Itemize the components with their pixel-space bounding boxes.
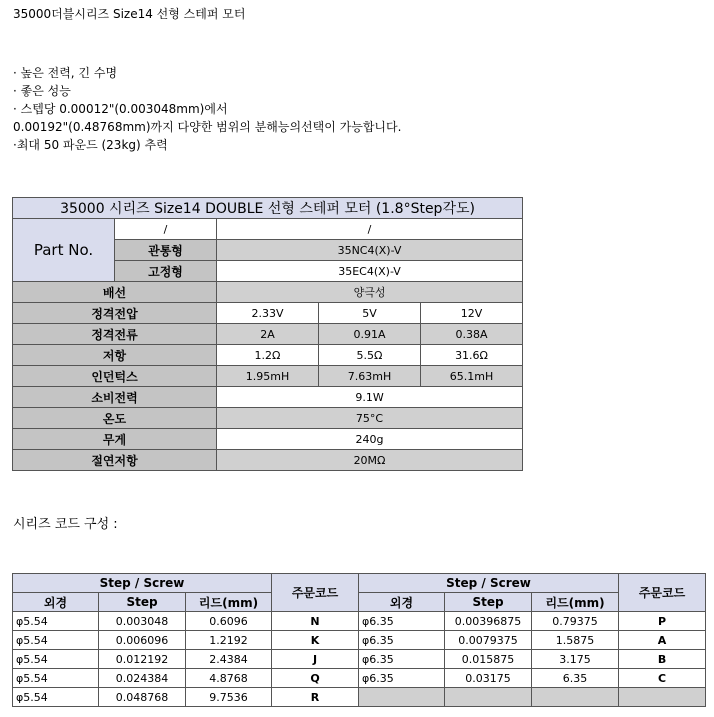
table-row [13, 631, 706, 650]
spec-value: 240g [217, 429, 523, 450]
lead-cell: 6.35 [532, 669, 619, 688]
lead-cell: 4.8768 [186, 669, 272, 688]
through-type-label: 관통형 [115, 240, 217, 261]
step-cell: 0.003048 [99, 612, 186, 631]
feature-item: ·최대 50 파운드 (23kg) 추력 [13, 138, 168, 152]
fixed-type-value: 35EC4(X)-V [217, 261, 523, 282]
spec-value: 1.2Ω [217, 345, 319, 366]
lead-cell: 2.4384 [186, 650, 272, 669]
empty-cell [445, 688, 532, 707]
spec-label: 온도 [13, 408, 217, 429]
order-code-table [12, 573, 706, 707]
lead-cell: 3.175 [532, 650, 619, 669]
table-row [13, 198, 523, 219]
spec-value: 31.6Ω [421, 345, 523, 366]
spec-value: 12V [421, 303, 523, 324]
step-cell: 0.015875 [445, 650, 532, 669]
spec-value: 2A [217, 324, 319, 345]
step-cell: 0.048768 [99, 688, 186, 707]
table-row [13, 688, 706, 707]
spec-label: 저항 [13, 345, 217, 366]
table-row [13, 650, 706, 669]
part-no-label: Part No. [13, 219, 115, 282]
spec-value: 0.91A [319, 324, 421, 345]
table-row [13, 387, 523, 408]
lead-cell: 0.6096 [186, 612, 272, 631]
fixed-type-label: 고정형 [115, 261, 217, 282]
diameter-header: 외경 [13, 593, 99, 612]
diameter-cell: φ5.54 [13, 631, 99, 650]
spec-value: 양극성 [217, 282, 523, 303]
through-type-value: 35NC4(X)-V [217, 240, 523, 261]
order-code-header: 주문코드 [619, 574, 706, 612]
feature-list [13, 64, 401, 154]
empty-cell [359, 688, 445, 707]
spec-label: 배선 [13, 282, 217, 303]
diameter-cell: φ5.54 [13, 669, 99, 688]
order-code-cell: B [619, 650, 706, 669]
diameter-cell: φ5.54 [13, 688, 99, 707]
feature-item: · 스텝당 0.00012"(0.003048mm)에서 [13, 102, 228, 116]
table-row [13, 429, 523, 450]
spec-value: 5V [319, 303, 421, 324]
order-code-header: 주문코드 [272, 574, 359, 612]
step-header: Step [99, 593, 186, 612]
table-row [13, 408, 523, 429]
order-code-cell: Q [272, 669, 359, 688]
slash-cell: / [115, 219, 217, 240]
lead-cell: 0.79375 [532, 612, 619, 631]
table-row [13, 366, 523, 387]
feature-item: · 좋은 성능 [13, 84, 71, 98]
order-code-cell: N [272, 612, 359, 631]
spec-value: 65.1mH [421, 366, 523, 387]
step-screw-header: Step / Screw [359, 574, 619, 593]
diameter-cell: φ6.35 [359, 669, 445, 688]
spec-label: 정격전압 [13, 303, 217, 324]
empty-cell [532, 688, 619, 707]
order-code-cell: A [619, 631, 706, 650]
table-row [13, 303, 523, 324]
table-row [13, 345, 523, 366]
lead-header: 리드(mm) [186, 593, 272, 612]
table-row [13, 219, 523, 240]
spec-value: 9.1W [217, 387, 523, 408]
spec-table-caption: 35000 시리즈 Size14 DOUBLE 선형 스테퍼 모터 (1.8°Step각도) [13, 198, 523, 219]
step-cell: 0.024384 [99, 669, 186, 688]
spec-value: 1.95mH [217, 366, 319, 387]
step-screw-header: Step / Screw [13, 574, 272, 593]
table-row [13, 324, 523, 345]
spec-label: 소비전력 [13, 387, 217, 408]
empty-cell [619, 688, 706, 707]
spec-table [12, 197, 523, 471]
diameter-cell: φ6.35 [359, 631, 445, 650]
order-code-cell: J [272, 650, 359, 669]
table-row [13, 574, 706, 593]
diameter-header: 외경 [359, 593, 445, 612]
step-cell: 0.006096 [99, 631, 186, 650]
spec-value: 20MΩ [217, 450, 523, 471]
step-cell: 0.0079375 [445, 631, 532, 650]
spec-value: 7.63mH [319, 366, 421, 387]
table-row [13, 612, 706, 631]
step-cell: 0.03175 [445, 669, 532, 688]
spec-label: 인던턱스 [13, 366, 217, 387]
feature-item: · 높은 전력, 긴 수명 [13, 66, 118, 80]
diameter-cell: φ5.54 [13, 650, 99, 669]
step-header: Step [445, 593, 532, 612]
order-code-cell: C [619, 669, 706, 688]
order-code-cell: P [619, 612, 706, 631]
step-cell: 0.00396875 [445, 612, 532, 631]
spec-value: 0.38A [421, 324, 523, 345]
slash-cell: / [217, 219, 523, 240]
table-row [13, 450, 523, 471]
lead-cell: 1.2192 [186, 631, 272, 650]
table-row [13, 282, 523, 303]
spec-label: 무게 [13, 429, 217, 450]
table-row [13, 593, 706, 612]
diameter-cell: φ6.35 [359, 612, 445, 631]
spec-value: 75°C [217, 408, 523, 429]
diameter-cell: φ6.35 [359, 650, 445, 669]
feature-item: 0.00192"(0.48768mm)까지 다양한 범위의 분해능의선택이 가능합니다. [13, 120, 402, 134]
lead-header: 리드(mm) [532, 593, 619, 612]
lead-cell: 9.7536 [186, 688, 272, 707]
diameter-cell: φ5.54 [13, 612, 99, 631]
page-title: 35000더블시리즈 Size14 선형 스테퍼 모터 [13, 7, 246, 21]
order-code-cell: R [272, 688, 359, 707]
spec-label: 정격전류 [13, 324, 217, 345]
series-code-title: 시리즈 코드 구성 : [13, 517, 118, 532]
table-row [13, 669, 706, 688]
order-code-cell: K [272, 631, 359, 650]
spec-label: 절연저항 [13, 450, 217, 471]
lead-cell: 1.5875 [532, 631, 619, 650]
spec-value: 5.5Ω [319, 345, 421, 366]
step-cell: 0.012192 [99, 650, 186, 669]
spec-value: 2.33V [217, 303, 319, 324]
